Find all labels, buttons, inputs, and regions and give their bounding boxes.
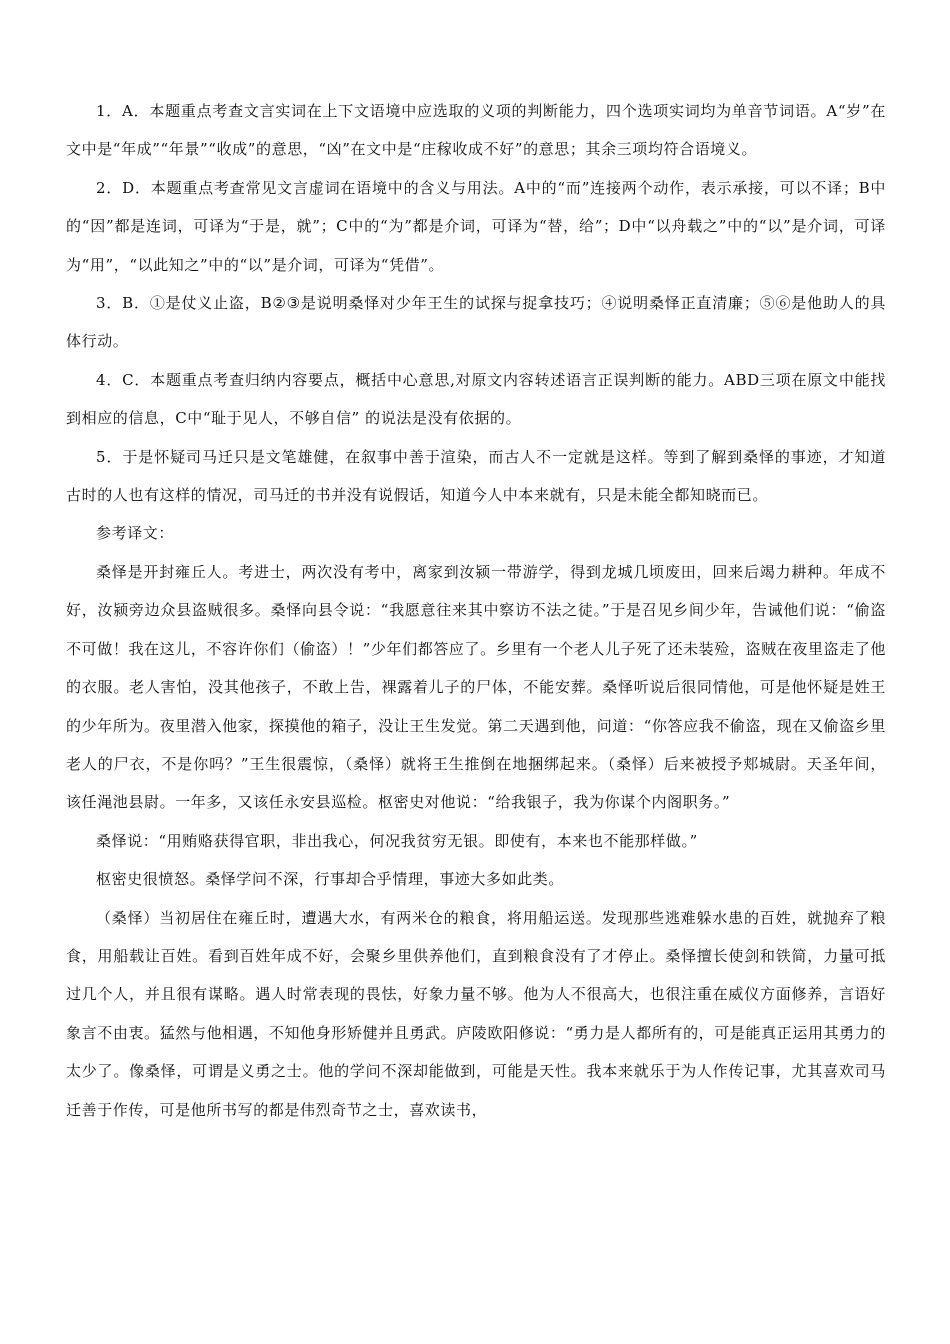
translation-paragraph-1: 桑怿是开封雍丘人。考进士，两次没有考中，离家到汝颍一带游学，得到龙城几顷废田，回来后竭力耕种。年成不好，汝颍旁边众县盗贼很多。桑怿向县令说：“我愿意往来其中察访不法之徒。”于是召见乡间少年，告诫他们说：“偷盗不可做！我在这儿，不容许你们（偷盗）！”少年们都答应了。乡里有一个老人儿子死了还未装殓，盗贼在夜里盗走了他的衣服。老人害怕，没其他孩子，不敢上告，裸露着儿子的尸体，不能安葬。桑怿听说后很同情他，可是他怀疑是姓王的少年所为。夜里潜入他家，探摸他的箱子，没让王生发觉。第二天遇到他，问道：“你答应我不偷盗，现在又偷盗乡里老人的尸衣，不是你吗？”王生很震惊，（桑怿）就将王生推倒在地捆绑起来。（桑怿）后来被授予郏城尉。天圣年间，该任渑池县尉。一年多，又该任永安县巡检。枢密史对他说：“给我银子，我为你谋个内阁职务。” xyxy=(66,562,886,812)
answer-4-paragraph: 4．C．本题重点考查归纳内容要点，概括中心意思,对原文内容转述语言正误判断的能力。ABD三项在原文中能找到相应的信息，C中“耻于见人，不够自信” 的说法是没有依据的。 xyxy=(66,370,886,428)
answer-1-paragraph: 1．A．本题重点考查文言实词在上下文语境中应选取的义项的判断能力，四个选项实词均为单音节词语。A“岁”在文中是“年成”“年景”“收成”的意思，“凶”在文中是“庄稼收成不好”的意思；其余三项均符合语境义。 xyxy=(66,102,886,159)
answer-5-paragraph: 5．于是怀疑司马迁只是文笔雄健，在叙事中善于渲染，而古人不一定就是这样。等到了解到桑怿的事迹，才知道古时的人也有这样的情况，司马迁的书并没有说假话，知道今人中本来就有，只是未能全都知晓而已。 xyxy=(66,447,886,505)
translation-paragraph-2: 桑怿说：“用贿赂获得官职，非出我心，何况我贫穷无银。即使有，本来也不能那样做。” xyxy=(96,831,698,850)
translation-paragraph-3: 枢密史很愤怒。桑怿学问不深，行事却合乎情理，事迹大多如此类。 xyxy=(96,870,565,889)
translation-paragraph-4: （桑怿）当初居住在雍丘时，遭遇大水，有两米仓的粮食，将用船运送。发现那些逃难躲水患的百姓，就抛弃了粮食，用船载让百姓。看到百姓年成不好，会聚乡里供养他们，直到粮食没有了才停止。桑怿擅长使剑和铁简，力量可抵过几个人，并且很有谋略。遇人时常表现的畏怯，好象力量不够。他为人不很高大，也很注重在威仪方面修养，言语好象言不由衷。猛然与他相遇，不知他身形矫健并且勇武。庐陵欧阳修说：“勇力是人都所有的，可是能真正运用其勇力的太少了。像桑怿，可谓是义勇之士。他的学问不深却能做到，可能是天性。我本来就乐于为人作传记事，尤其喜欢司马迁善于作传，可是他所书写的都是伟烈奇节之士，喜欢读书， xyxy=(66,908,886,1119)
answer-2-paragraph: 2．D．本题重点考查常见文言虚词在语境中的含义与用法。A中的“而”连接两个动作，表示承接，可以不译；B中的“因”都是连词，可译为“于是，就”；C中的“为”都是介词，可译为“替，给”；D中“以舟载之”中的“以”是介词，可译为“用”，“以此知之”中的“以”是介词，可译为“凭借”。 xyxy=(66,178,886,274)
translation-heading: 参考译文： xyxy=(96,524,175,543)
answer-3-paragraph: 3．B．①是仗义止盗，B②③是说明桑怿对少年王生的试探与捉拿技巧；④说明桑怿正直清廉；⑤⑥是他助人的具体行动。 xyxy=(66,294,886,351)
document-body xyxy=(66,92,886,1129)
